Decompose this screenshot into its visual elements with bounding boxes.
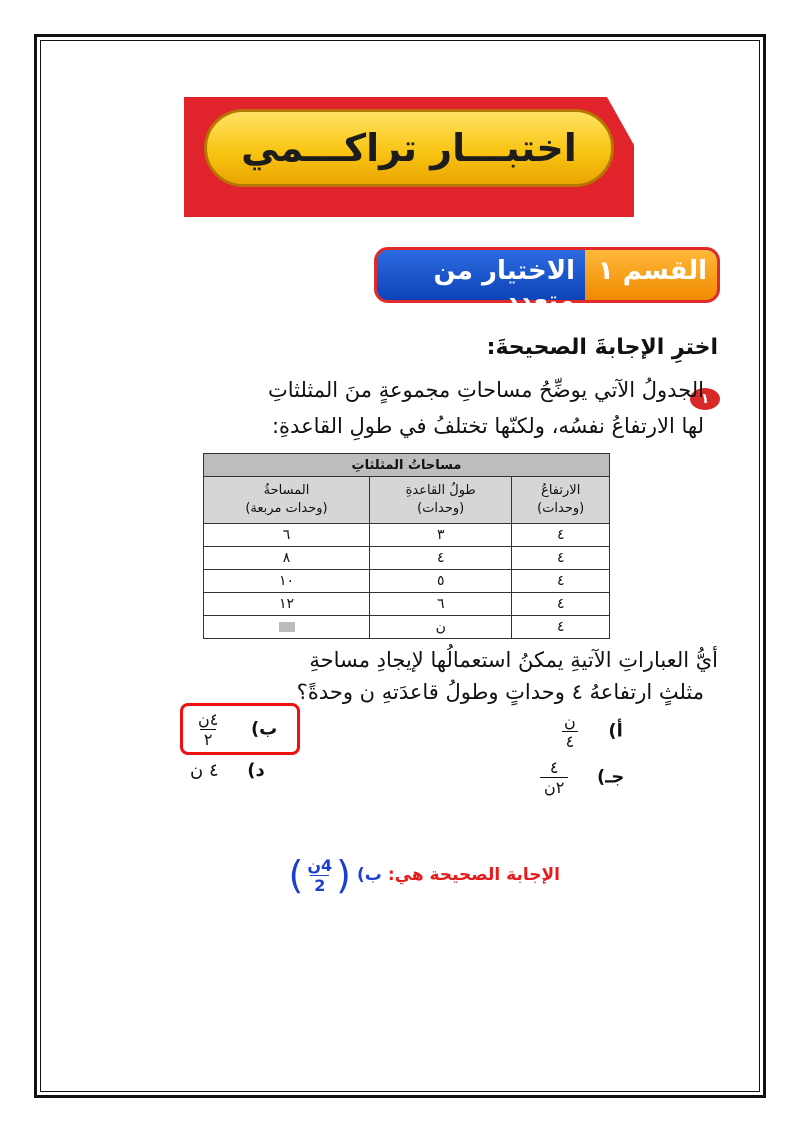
- missing-value-shade: [279, 622, 295, 632]
- option-fraction: [560, 712, 580, 751]
- section-bar: [374, 247, 720, 316]
- table-cell: ٤: [512, 547, 610, 570]
- title-banner: [182, 95, 637, 220]
- option-letter: ب): [250, 718, 278, 740]
- column-header-height: [512, 477, 610, 524]
- table-cell: ٣: [370, 524, 512, 547]
- column-header-area: [204, 477, 370, 524]
- section-title: الاختيار من متعدد: [433, 256, 575, 316]
- option-letter: أ): [608, 720, 623, 742]
- fraction-numerator: ن: [564, 712, 576, 731]
- table-caption: مساحاتُ المثلثاتِ: [204, 454, 610, 477]
- question-text-line1: الجدولُ الآتي يوضِّحُ مساحاتِ مجموعةٍ منَ المثلثاتِ: [267, 378, 704, 402]
- option-fraction: [540, 758, 568, 797]
- fraction-numerator: ٤: [549, 758, 559, 777]
- final-answer-label: الإجابة الصحيحة هي:: [387, 865, 560, 885]
- table-row: [204, 593, 610, 616]
- table-cell: ٤: [512, 616, 610, 639]
- column-header-unit: (وحدات): [537, 501, 585, 516]
- table-cell: ٤: [512, 524, 610, 547]
- fraction-denominator: ٢: [200, 729, 217, 749]
- option-letter: جـ): [596, 766, 625, 788]
- table-cell: ٥: [370, 570, 512, 593]
- banner-title: اختبـــار تراكـــمي: [241, 126, 577, 170]
- table-cell: ٨: [204, 547, 370, 570]
- fraction-denominator: 2: [310, 875, 329, 895]
- table-row: [204, 616, 610, 639]
- selected-answer-highlight: [180, 703, 300, 755]
- table-cell: ٤: [512, 570, 610, 593]
- close-paren: ): [288, 853, 304, 897]
- table-cell-missing: [204, 616, 370, 639]
- option-c[interactable]: [540, 758, 624, 797]
- table-row: [204, 570, 610, 593]
- option-letter: د): [247, 760, 265, 781]
- fraction-denominator: ٤: [562, 731, 579, 751]
- option-d[interactable]: [190, 760, 265, 781]
- question2-text-line2: مثلثٍ ارتفاعهُ ٤ وحداتٍ وطولُ قاعدَتهِ ن وحدةً؟: [296, 680, 704, 704]
- question-text-line2: لها الارتفاعُ نفسُه، ولكنّها تختلفُ في طولِ القاعدةِ:: [271, 414, 704, 438]
- fraction-numerator: 4ن: [307, 855, 333, 875]
- column-header-name: الارتفاعُ: [541, 483, 581, 498]
- table-cell: ١٢: [204, 593, 370, 616]
- column-header-base: [370, 477, 512, 524]
- fraction-numerator: ٤ن: [198, 710, 219, 729]
- triangle-areas-table: [203, 453, 610, 639]
- table-cell: ١٠: [204, 570, 370, 593]
- question2-text-line1: أيُّ العباراتِ الآتيةِ يمكنُ استعمالُها لإيجادِ مساحةِ: [309, 648, 718, 672]
- column-header-name: المساحةُ: [263, 483, 310, 498]
- section-number: القسم ١: [597, 256, 707, 286]
- column-header-unit: (وحدات): [417, 501, 465, 516]
- final-answer: [260, 855, 560, 895]
- table-cell: ٤: [512, 593, 610, 616]
- column-header-unit: (وحدات مربعة): [245, 501, 328, 516]
- table-cell: ٦: [204, 524, 370, 547]
- option-expression: ٤ ن: [190, 760, 219, 781]
- table-cell: ٤: [370, 547, 512, 570]
- final-answer-option: ب): [356, 865, 382, 885]
- table-row: [204, 524, 610, 547]
- banner-pill: [204, 109, 614, 187]
- question-number-badge: ١: [690, 388, 720, 410]
- instruction-text: اخترِ الإجابةَ الصحيحةَ:: [486, 335, 718, 360]
- column-header-name: طولُ القاعدةِ: [405, 483, 476, 498]
- open-paren: (: [336, 853, 351, 897]
- table-cell: ٦: [370, 593, 512, 616]
- option-a[interactable]: [560, 712, 623, 751]
- fraction-denominator: ٢ن: [540, 777, 568, 797]
- table-row: [204, 547, 610, 570]
- table-cell: ن: [370, 616, 512, 639]
- final-answer-fraction: [303, 856, 336, 895]
